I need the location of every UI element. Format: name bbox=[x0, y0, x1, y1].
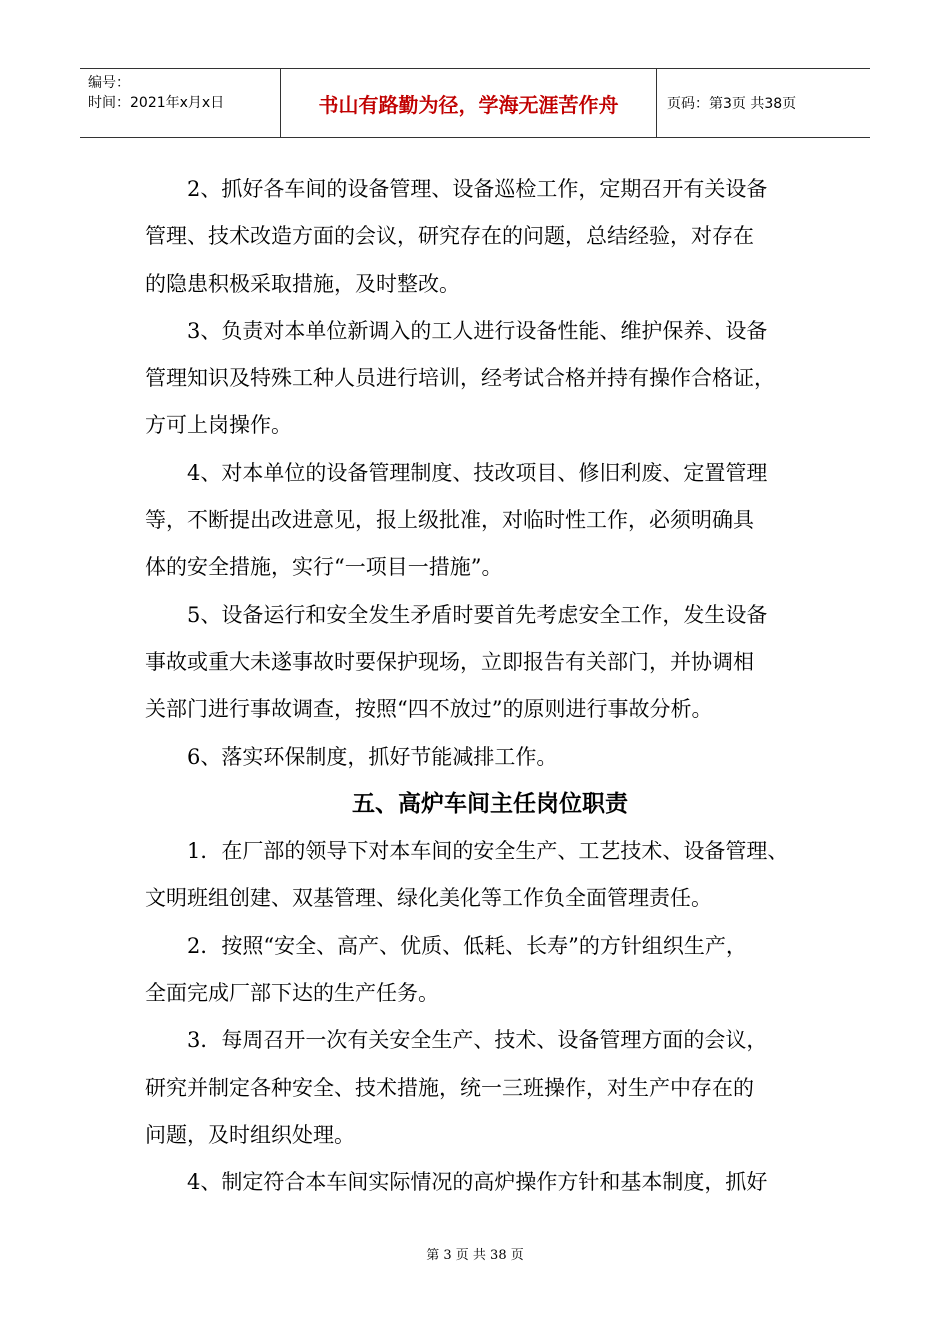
text-line: 问题，及时组织处理。 bbox=[145, 1122, 355, 1147]
document-body bbox=[145, 166, 835, 1207]
serial-label: 编号： bbox=[88, 75, 130, 91]
text-line: 3、负责对本单位新调入的工人进行设备性能、维护保养、设备 bbox=[187, 318, 768, 343]
text-line: 2、抓好各车间的设备管理、设备巡检工作，定期召开有关设备 bbox=[187, 177, 768, 201]
text-line: 管理知识及特殊工种人员进行培训，经考试合格并持有操作合格证， bbox=[145, 366, 775, 391]
text-line: 5、设备运行和安全发生矛盾时要首先考虑安全工作，发生设备 bbox=[187, 602, 768, 627]
text-line: 体的安全措施，实行“一项目一措施”。 bbox=[145, 555, 503, 580]
header-meta bbox=[80, 69, 280, 137]
text-line: 文明班组创建、双基管理、绿化美化等工作负全面管理责任。 bbox=[145, 886, 712, 911]
page-footer: 第 3 页 共 38 页 bbox=[426, 1248, 524, 1263]
text-line: 4、对本单位的设备管理制度、技改项目、修旧利废、定置管理 bbox=[187, 460, 768, 485]
section-heading: 五、高炉车间主任岗位职责 bbox=[352, 790, 628, 817]
text-line: 4、制定符合本车间实际情况的高炉操作方针和基本制度，抓好 bbox=[187, 1170, 768, 1195]
text-line: 研究并制定各种安全、技术措施，统一三班操作，对生产中存在的 bbox=[145, 1075, 754, 1100]
text-line: 管理、技术改造方面的会议，研究存在的问题，总结经验，对存在 bbox=[145, 224, 754, 249]
header-page-info: 页码：第3页 共38页 bbox=[667, 96, 797, 112]
text-line: 事故或重大未遂事故时要保护现场，立即报告有关部门，并协调相 bbox=[145, 649, 754, 674]
page-header bbox=[80, 68, 870, 138]
text-line: 2．按照“安全、高产、优质、低耗、长寿”的方针组织生产， bbox=[187, 933, 747, 958]
text-line: 的隐患积极采取措施，及时整改。 bbox=[145, 271, 460, 296]
text-line: 等，不断提出改进意见，报上级批准，对临时性工作，必须明确具 bbox=[145, 508, 754, 533]
header-motto: 书山有路勤为径，学海无涯苦作舟 bbox=[280, 69, 657, 137]
date-label: 时间：2021年x月x日 bbox=[88, 95, 225, 111]
text-line: 3．每周召开一次有关安全生产、技术、设备管理方面的会议， bbox=[187, 1028, 768, 1053]
text-line: 6、落实环保制度，抓好节能减排工作。 bbox=[187, 744, 558, 769]
text-line: 方可上岗操作。 bbox=[145, 413, 292, 438]
text-line: 1．在厂部的领导下对本车间的安全生产、工艺技术、设备管理、 bbox=[187, 839, 789, 864]
text-line: 关部门进行事故调查，按照“四不放过”的原则进行事故分析。 bbox=[145, 697, 713, 722]
text-line: 全面完成厂部下达的生产任务。 bbox=[145, 981, 439, 1006]
